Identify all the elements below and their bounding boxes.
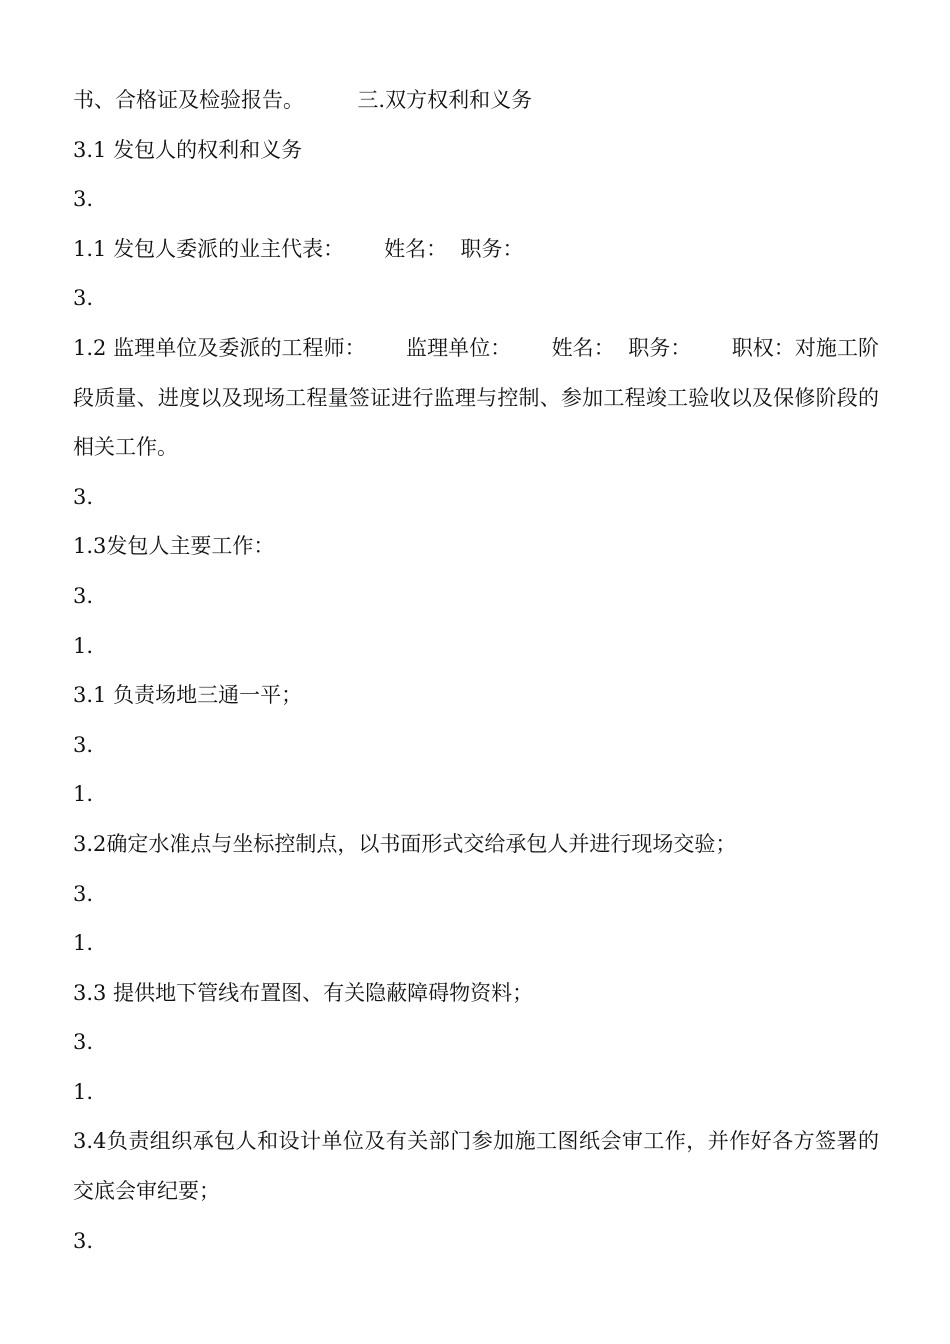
text-line: 3.2确定水准点与坐标控制点，以书面形式交给承包人并进行现场交验； bbox=[73, 831, 737, 856]
document-page bbox=[73, 76, 879, 1266]
text-line: 1. bbox=[73, 782, 94, 807]
text-line: 3. bbox=[73, 1030, 94, 1055]
text-line: 3. bbox=[73, 286, 94, 311]
text-paragraph: 1.2 监理单位及委派的工程师： 监理单位： 姓名： 职务： 职权：对施工阶段质量、进度以及现场工程量签证进行监理与控制、参加工程竣工验收以及保修阶段的相关工作。 bbox=[73, 335, 879, 460]
text-line: 1.3发包人主要工作： bbox=[73, 534, 275, 559]
text-line: 3. bbox=[73, 732, 94, 757]
text-line: 3. bbox=[73, 1228, 94, 1253]
text-line: 3. bbox=[73, 484, 94, 509]
text-line: 3.3 提供地下管线布置图、有关隐蔽障碍物资料； bbox=[73, 980, 534, 1005]
text-line: 3. bbox=[73, 187, 94, 212]
text-line: 1. bbox=[73, 1079, 94, 1104]
text-paragraph: 3.4负责组织承包人和设计单位及有关部门参加施工图纸会审工作，并作好各方签署的交底会审纪要； bbox=[73, 1129, 879, 1204]
text-line: 3.1 负责场地三通一平； bbox=[73, 683, 303, 708]
text-line: 3. bbox=[73, 881, 94, 906]
text-line: 3.1 发包人的权利和义务 bbox=[73, 137, 303, 162]
text-line: 1. bbox=[73, 633, 94, 658]
text-line: 3. bbox=[73, 583, 94, 608]
text-line: 1.1 发包人委派的业主代表： 姓名： 职务： bbox=[73, 236, 524, 261]
text-line: 1. bbox=[73, 931, 94, 956]
text-line: 书、合格证及检验报告。 三.双方权利和义务 bbox=[73, 88, 533, 112]
